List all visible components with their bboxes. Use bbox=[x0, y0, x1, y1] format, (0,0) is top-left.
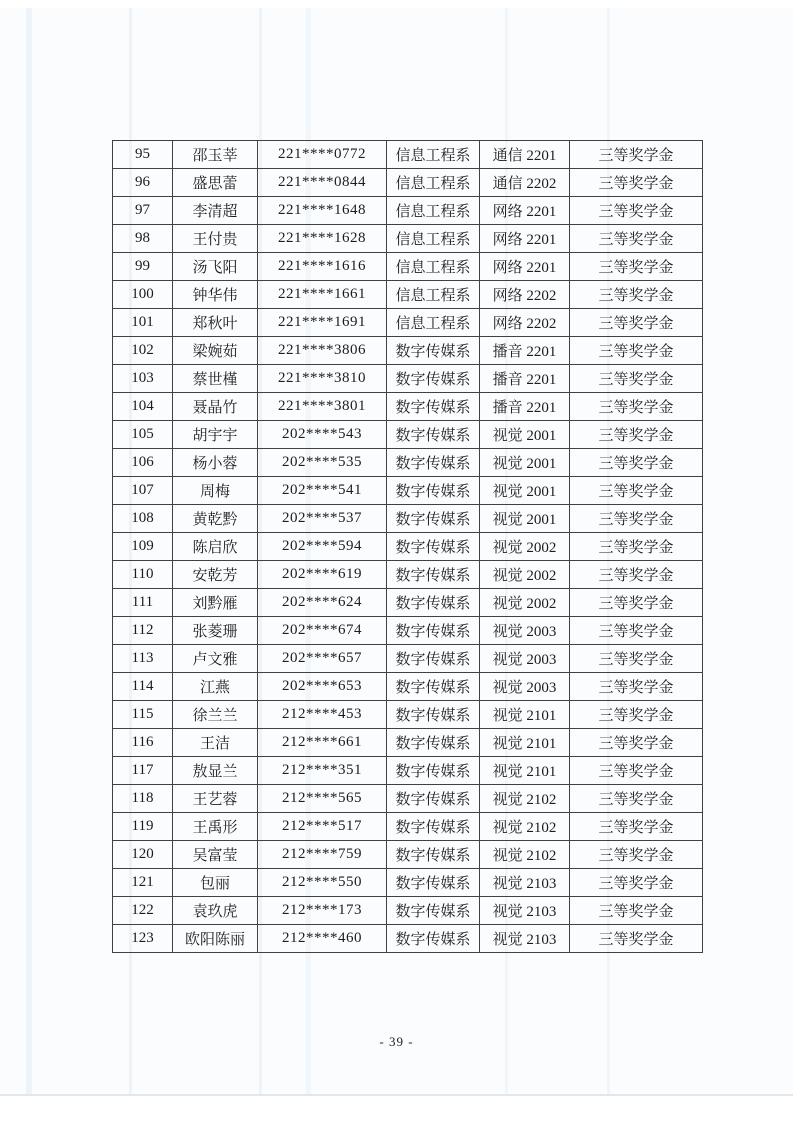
cell-award: 三等奖学金 bbox=[570, 253, 703, 281]
cell-award: 三等奖学金 bbox=[570, 505, 703, 533]
cell-award: 三等奖学金 bbox=[570, 281, 703, 309]
cell-index: 117 bbox=[113, 757, 173, 785]
cell-name: 包丽 bbox=[173, 869, 258, 897]
cell-class: 网络 2202 bbox=[480, 309, 570, 337]
cell-department: 数字传媒系 bbox=[387, 757, 480, 785]
page-number: - 39 - bbox=[379, 1034, 414, 1049]
cell-award: 三等奖学金 bbox=[570, 421, 703, 449]
cell-class: 视觉 2102 bbox=[480, 841, 570, 869]
cell-department: 数字传媒系 bbox=[387, 617, 480, 645]
cell-award: 三等奖学金 bbox=[570, 449, 703, 477]
cell-class: 视觉 2101 bbox=[480, 701, 570, 729]
cell-student-id: 202****535 bbox=[258, 449, 387, 477]
cell-index: 100 bbox=[113, 281, 173, 309]
cell-class: 视觉 2002 bbox=[480, 533, 570, 561]
cell-award: 三等奖学金 bbox=[570, 365, 703, 393]
cell-student-id: 212****460 bbox=[258, 925, 387, 953]
cell-student-id: 212****550 bbox=[258, 869, 387, 897]
cell-student-id: 202****653 bbox=[258, 673, 387, 701]
table-row bbox=[113, 505, 703, 533]
cell-class: 视觉 2001 bbox=[480, 449, 570, 477]
cell-department: 数字传媒系 bbox=[387, 785, 480, 813]
table-row bbox=[113, 365, 703, 393]
cell-name: 黄乾黔 bbox=[173, 505, 258, 533]
scholarship-table-body bbox=[113, 141, 703, 953]
cell-student-id: 202****537 bbox=[258, 505, 387, 533]
cell-index: 104 bbox=[113, 393, 173, 421]
cell-student-id: 221****3806 bbox=[258, 337, 387, 365]
cell-name: 梁婉茹 bbox=[173, 337, 258, 365]
table-row bbox=[113, 869, 703, 897]
cell-index: 114 bbox=[113, 673, 173, 701]
cell-class: 播音 2201 bbox=[480, 337, 570, 365]
cell-name: 王艺蓉 bbox=[173, 785, 258, 813]
cell-name: 安乾芳 bbox=[173, 561, 258, 589]
cell-class: 视觉 2003 bbox=[480, 673, 570, 701]
table-row bbox=[113, 729, 703, 757]
cell-department: 数字传媒系 bbox=[387, 449, 480, 477]
cell-student-id: 221****0772 bbox=[258, 141, 387, 169]
cell-class: 视觉 2001 bbox=[480, 477, 570, 505]
cell-student-id: 221****0844 bbox=[258, 169, 387, 197]
cell-index: 102 bbox=[113, 337, 173, 365]
cell-department: 信息工程系 bbox=[387, 309, 480, 337]
cell-index: 99 bbox=[113, 253, 173, 281]
cell-award: 三等奖学金 bbox=[570, 337, 703, 365]
cell-award: 三等奖学金 bbox=[570, 617, 703, 645]
cell-class: 播音 2201 bbox=[480, 365, 570, 393]
table-row bbox=[113, 309, 703, 337]
cell-student-id: 202****594 bbox=[258, 533, 387, 561]
cell-index: 119 bbox=[113, 813, 173, 841]
cell-name: 李清超 bbox=[173, 197, 258, 225]
cell-index: 120 bbox=[113, 841, 173, 869]
cell-department: 信息工程系 bbox=[387, 141, 480, 169]
cell-department: 数字传媒系 bbox=[387, 673, 480, 701]
cell-name: 袁玖虎 bbox=[173, 897, 258, 925]
cell-student-id: 212****759 bbox=[258, 841, 387, 869]
cell-student-id: 202****541 bbox=[258, 477, 387, 505]
cell-name: 吴富莹 bbox=[173, 841, 258, 869]
cell-award: 三等奖学金 bbox=[570, 141, 703, 169]
cell-department: 数字传媒系 bbox=[387, 477, 480, 505]
cell-department: 数字传媒系 bbox=[387, 701, 480, 729]
cell-index: 97 bbox=[113, 197, 173, 225]
cell-award: 三等奖学金 bbox=[570, 785, 703, 813]
cell-class: 视觉 2103 bbox=[480, 925, 570, 953]
cell-department: 信息工程系 bbox=[387, 225, 480, 253]
cell-name: 敖显兰 bbox=[173, 757, 258, 785]
cell-index: 112 bbox=[113, 617, 173, 645]
cell-department: 信息工程系 bbox=[387, 197, 480, 225]
table-row bbox=[113, 673, 703, 701]
cell-index: 118 bbox=[113, 785, 173, 813]
cell-award: 三等奖学金 bbox=[570, 897, 703, 925]
cell-student-id: 221****3810 bbox=[258, 365, 387, 393]
cell-name: 聂晶竹 bbox=[173, 393, 258, 421]
table-row bbox=[113, 421, 703, 449]
cell-class: 网络 2201 bbox=[480, 197, 570, 225]
cell-index: 107 bbox=[113, 477, 173, 505]
cell-department: 数字传媒系 bbox=[387, 869, 480, 897]
cell-name: 王禹形 bbox=[173, 813, 258, 841]
cell-award: 三等奖学金 bbox=[570, 309, 703, 337]
cell-index: 122 bbox=[113, 897, 173, 925]
cell-name: 卢文雅 bbox=[173, 645, 258, 673]
cell-award: 三等奖学金 bbox=[570, 561, 703, 589]
cell-class: 视觉 2003 bbox=[480, 645, 570, 673]
cell-index: 123 bbox=[113, 925, 173, 953]
cell-class: 网络 2201 bbox=[480, 253, 570, 281]
cell-department: 数字传媒系 bbox=[387, 645, 480, 673]
cell-student-id: 221****3801 bbox=[258, 393, 387, 421]
table-row bbox=[113, 197, 703, 225]
cell-name: 汤飞阳 bbox=[173, 253, 258, 281]
cell-name: 刘黔雁 bbox=[173, 589, 258, 617]
cell-class: 视觉 2103 bbox=[480, 897, 570, 925]
cell-name: 周梅 bbox=[173, 477, 258, 505]
scan-bottom-edge-shadow bbox=[0, 1094, 793, 1096]
cell-index: 111 bbox=[113, 589, 173, 617]
table-row bbox=[113, 477, 703, 505]
cell-class: 网络 2202 bbox=[480, 281, 570, 309]
cell-class: 视觉 2102 bbox=[480, 785, 570, 813]
cell-student-id: 212****351 bbox=[258, 757, 387, 785]
cell-department: 数字传媒系 bbox=[387, 729, 480, 757]
cell-award: 三等奖学金 bbox=[570, 869, 703, 897]
cell-department: 数字传媒系 bbox=[387, 561, 480, 589]
cell-index: 105 bbox=[113, 421, 173, 449]
cell-department: 信息工程系 bbox=[387, 281, 480, 309]
cell-index: 108 bbox=[113, 505, 173, 533]
cell-class: 视觉 2001 bbox=[480, 421, 570, 449]
cell-award: 三等奖学金 bbox=[570, 729, 703, 757]
cell-index: 96 bbox=[113, 169, 173, 197]
table-row bbox=[113, 841, 703, 869]
cell-name: 陈启欣 bbox=[173, 533, 258, 561]
cell-name: 郑秋叶 bbox=[173, 309, 258, 337]
cell-index: 115 bbox=[113, 701, 173, 729]
cell-name: 徐兰兰 bbox=[173, 701, 258, 729]
cell-department: 数字传媒系 bbox=[387, 589, 480, 617]
table-row bbox=[113, 561, 703, 589]
cell-name: 杨小蓉 bbox=[173, 449, 258, 477]
table-row bbox=[113, 701, 703, 729]
cell-department: 数字传媒系 bbox=[387, 925, 480, 953]
cell-award: 三等奖学金 bbox=[570, 673, 703, 701]
cell-department: 数字传媒系 bbox=[387, 421, 480, 449]
cell-department: 数字传媒系 bbox=[387, 393, 480, 421]
cell-name: 王付贵 bbox=[173, 225, 258, 253]
cell-index: 113 bbox=[113, 645, 173, 673]
cell-award: 三等奖学金 bbox=[570, 925, 703, 953]
cell-student-id: 202****624 bbox=[258, 589, 387, 617]
table-row bbox=[113, 757, 703, 785]
cell-student-id: 212****517 bbox=[258, 813, 387, 841]
cell-class: 视觉 2103 bbox=[480, 869, 570, 897]
table-row bbox=[113, 281, 703, 309]
cell-index: 116 bbox=[113, 729, 173, 757]
cell-name: 钟华伟 bbox=[173, 281, 258, 309]
table-row bbox=[113, 617, 703, 645]
cell-department: 信息工程系 bbox=[387, 253, 480, 281]
cell-class: 视觉 2101 bbox=[480, 757, 570, 785]
cell-class: 视觉 2002 bbox=[480, 561, 570, 589]
cell-name: 江燕 bbox=[173, 673, 258, 701]
table-row bbox=[113, 785, 703, 813]
cell-class: 通信 2202 bbox=[480, 169, 570, 197]
cell-class: 视觉 2101 bbox=[480, 729, 570, 757]
cell-class: 通信 2201 bbox=[480, 141, 570, 169]
cell-department: 数字传媒系 bbox=[387, 337, 480, 365]
cell-index: 121 bbox=[113, 869, 173, 897]
cell-student-id: 221****1661 bbox=[258, 281, 387, 309]
cell-student-id: 221****1628 bbox=[258, 225, 387, 253]
cell-department: 数字传媒系 bbox=[387, 365, 480, 393]
cell-award: 三等奖学金 bbox=[570, 197, 703, 225]
table-row bbox=[113, 337, 703, 365]
cell-department: 数字传媒系 bbox=[387, 533, 480, 561]
cell-class: 播音 2201 bbox=[480, 393, 570, 421]
cell-award: 三等奖学金 bbox=[570, 701, 703, 729]
cell-award: 三等奖学金 bbox=[570, 645, 703, 673]
cell-student-id: 202****543 bbox=[258, 421, 387, 449]
cell-award: 三等奖学金 bbox=[570, 393, 703, 421]
cell-department: 数字传媒系 bbox=[387, 505, 480, 533]
cell-class: 视觉 2002 bbox=[480, 589, 570, 617]
cell-class: 视觉 2102 bbox=[480, 813, 570, 841]
scholarship-table bbox=[112, 140, 703, 953]
cell-name: 盛思蕾 bbox=[173, 169, 258, 197]
cell-index: 110 bbox=[113, 561, 173, 589]
table-row bbox=[113, 897, 703, 925]
cell-award: 三等奖学金 bbox=[570, 169, 703, 197]
scan-streak-artifact bbox=[26, 8, 32, 1094]
cell-student-id: 221****1648 bbox=[258, 197, 387, 225]
cell-name: 蔡世槿 bbox=[173, 365, 258, 393]
cell-department: 数字传媒系 bbox=[387, 897, 480, 925]
cell-student-id: 212****661 bbox=[258, 729, 387, 757]
cell-index: 95 bbox=[113, 141, 173, 169]
cell-class: 网络 2201 bbox=[480, 225, 570, 253]
table-row bbox=[113, 449, 703, 477]
cell-department: 信息工程系 bbox=[387, 169, 480, 197]
cell-index: 103 bbox=[113, 365, 173, 393]
cell-index: 101 bbox=[113, 309, 173, 337]
cell-class: 视觉 2001 bbox=[480, 505, 570, 533]
cell-student-id: 202****674 bbox=[258, 617, 387, 645]
cell-name: 王洁 bbox=[173, 729, 258, 757]
cell-student-id: 221****1691 bbox=[258, 309, 387, 337]
table-row bbox=[113, 225, 703, 253]
cell-award: 三等奖学金 bbox=[570, 589, 703, 617]
cell-student-id: 202****619 bbox=[258, 561, 387, 589]
cell-index: 106 bbox=[113, 449, 173, 477]
table-row bbox=[113, 141, 703, 169]
cell-index: 98 bbox=[113, 225, 173, 253]
cell-award: 三等奖学金 bbox=[570, 757, 703, 785]
cell-student-id: 202****657 bbox=[258, 645, 387, 673]
table-row bbox=[113, 533, 703, 561]
cell-award: 三等奖学金 bbox=[570, 225, 703, 253]
cell-student-id: 212****453 bbox=[258, 701, 387, 729]
table-row bbox=[113, 253, 703, 281]
table-row bbox=[113, 589, 703, 617]
cell-class: 视觉 2003 bbox=[480, 617, 570, 645]
cell-name: 张菱珊 bbox=[173, 617, 258, 645]
cell-name: 邵玉莘 bbox=[173, 141, 258, 169]
cell-department: 数字传媒系 bbox=[387, 813, 480, 841]
cell-student-id: 212****565 bbox=[258, 785, 387, 813]
cell-award: 三等奖学金 bbox=[570, 477, 703, 505]
cell-student-id: 212****173 bbox=[258, 897, 387, 925]
table-row bbox=[113, 925, 703, 953]
cell-award: 三等奖学金 bbox=[570, 533, 703, 561]
cell-name: 胡宇宇 bbox=[173, 421, 258, 449]
table-row bbox=[113, 813, 703, 841]
table-row bbox=[113, 645, 703, 673]
cell-name: 欧阳陈丽 bbox=[173, 925, 258, 953]
cell-index: 109 bbox=[113, 533, 173, 561]
table-row bbox=[113, 393, 703, 421]
cell-student-id: 221****1616 bbox=[258, 253, 387, 281]
table-row bbox=[113, 169, 703, 197]
cell-award: 三等奖学金 bbox=[570, 813, 703, 841]
cell-award: 三等奖学金 bbox=[570, 841, 703, 869]
cell-department: 数字传媒系 bbox=[387, 841, 480, 869]
